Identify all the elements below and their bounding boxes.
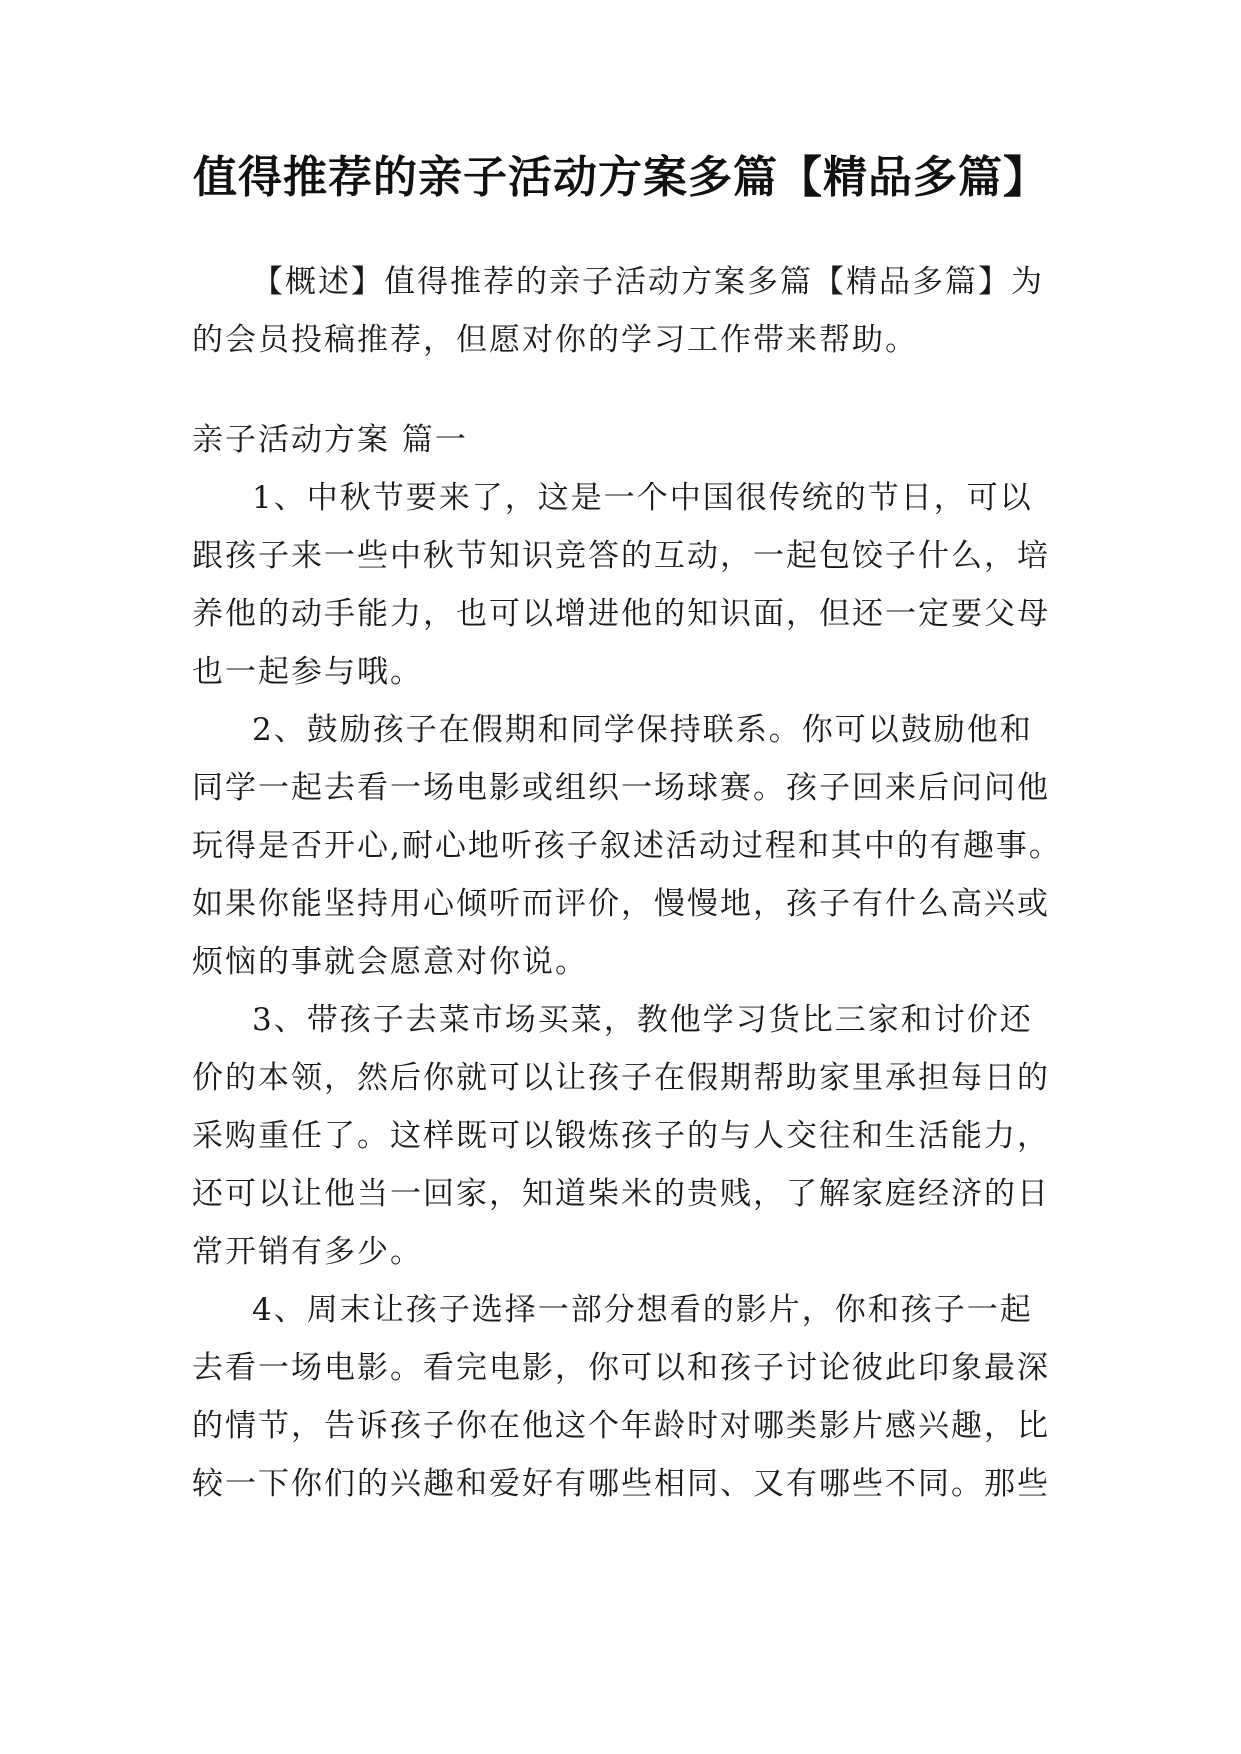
paragraph-line: 也一起参与哦。	[192, 654, 423, 690]
paragraph-line: 跟孩子来一些中秋节知识竞答的互动，一起包饺子什么，培	[192, 538, 1050, 574]
paragraph-line: 3、带孩子去菜市场买菜，教他学习货比三家和讨价还	[252, 1002, 1033, 1038]
paragraph-line: 如果你能坚持用心倾听而评价，慢慢地，孩子有什么高兴或	[192, 886, 1050, 922]
paragraph-line: 的情节，告诉孩子你在他这个年龄时对哪类影片感兴趣，比	[192, 1408, 1050, 1444]
paragraph-line: 烦恼的事就会愿意对你说。	[192, 944, 588, 980]
paragraph-line: 同学一起去看一场电影或组织一场球赛。孩子回来后问问他	[192, 770, 1050, 806]
paragraph-line: 价的本领，然后你就可以让孩子在假期帮助家里承担每日的	[192, 1060, 1050, 1096]
paragraph-line: 常开销有多少。	[192, 1234, 423, 1270]
paragraph-line: 4、周末让孩子选择一部分想看的影片，你和孩子一起	[252, 1292, 1033, 1328]
document-title: 值得推荐的亲子活动方案多篇【精品多篇】	[193, 152, 1048, 203]
paragraph-line: 玩得是否开心,耐心地听孩子叙述活动过程和其中的有趣事。	[192, 828, 1062, 864]
paragraph-line: 采购重任了。这样既可以锻炼孩子的与人交往和生活能力，	[192, 1118, 1050, 1154]
paragraph-line: 还可以让他当一回家，知道柴米的贵贱，了解家庭经济的日	[192, 1176, 1050, 1212]
paragraph-line: 去看一场电影。看完电影，你可以和孩子讨论彼此印象最深	[192, 1350, 1050, 1386]
paragraph-line: 1、中秋节要来了，这是一个中国很传统的节日，可以	[252, 480, 1033, 516]
paragraph-line: 较一下你们的兴趣和爱好有哪些相同、又有哪些不同。那些	[192, 1466, 1050, 1502]
paragraph-line: 养他的动手能力，也可以增进他的知识面，但还一定要父母	[192, 596, 1050, 632]
summary-line: 【概述】值得推荐的亲子活动方案多篇【精品多篇】为	[252, 264, 1044, 300]
section-heading: 亲子活动方案 篇一	[192, 422, 468, 458]
summary-line: 的会员投稿推荐，但愿对你的学习工作带来帮助。	[192, 322, 918, 358]
paragraph-line: 2、鼓励孩子在假期和同学保持联系。你可以鼓励他和	[252, 712, 1033, 748]
